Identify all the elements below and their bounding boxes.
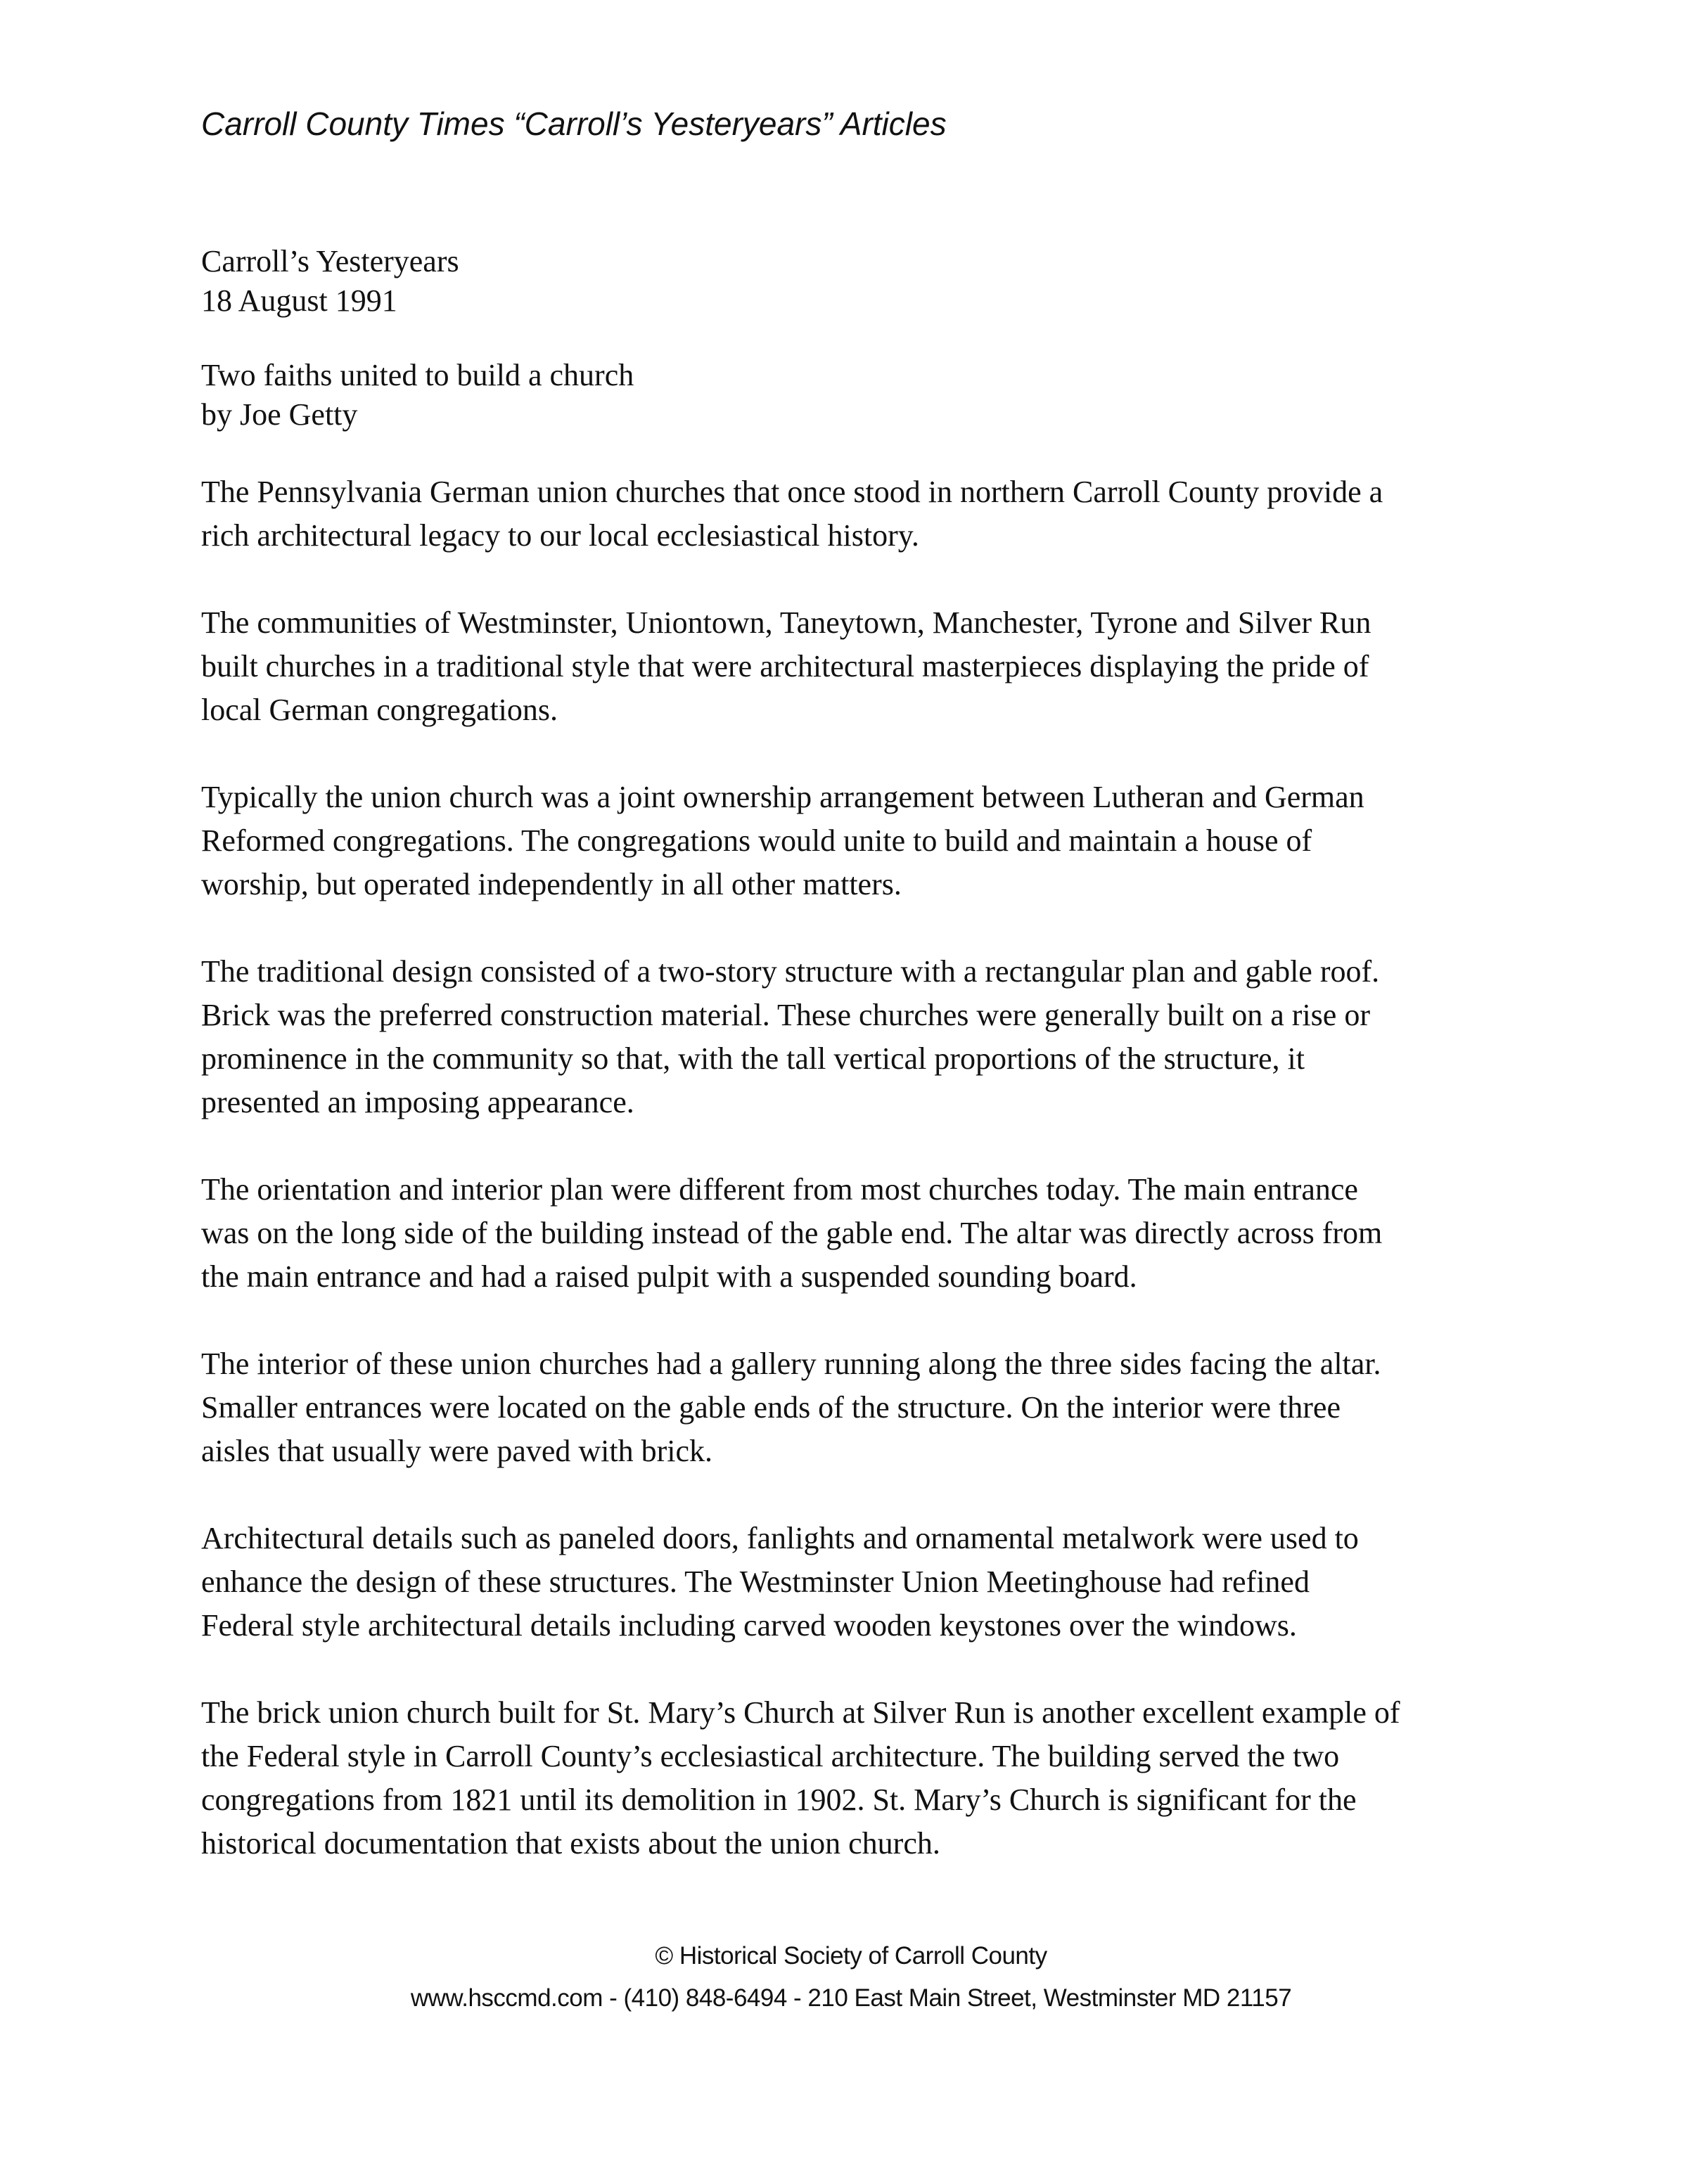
paragraph-line: Brick was the preferred construction material. These churches were generally built on a rise or xyxy=(201,998,1370,1032)
article-body xyxy=(201,470,1400,1909)
paragraph-line: enhance the design of these structures. The Westminster Union Meetinghouse had refined xyxy=(201,1565,1310,1599)
paragraph-line: Architectural details such as paneled doors, fanlights and ornamental metalwork were used to xyxy=(201,1521,1359,1555)
column-info xyxy=(201,242,459,321)
paragraph-line: the Federal style in Carroll County’s ecclesiastical architecture. The building served the two xyxy=(201,1739,1340,1773)
article-paragraph xyxy=(201,601,1400,732)
article-paragraph xyxy=(201,776,1400,906)
page-header-title: Carroll County Times “Carroll’s Yesteryears” Articles xyxy=(201,105,947,142)
paragraph-line: local German congregations. xyxy=(201,693,558,727)
article-date: 18 August 1991 xyxy=(201,283,397,318)
paragraph-line: the main entrance and had a raised pulpit with a suspended sounding board. xyxy=(201,1259,1137,1294)
article-paragraph xyxy=(201,470,1400,558)
article-paragraph xyxy=(201,1168,1400,1299)
paragraph-line: congregations from 1821 until its demolition in 1902. St. Mary’s Church is significant for the xyxy=(201,1782,1357,1817)
article-paragraph xyxy=(201,1342,1400,1473)
article-title: Two faiths united to build a church xyxy=(201,358,634,392)
paragraph-line: The traditional design consisted of a two-story structure with a rectangular plan and gable roof. xyxy=(201,954,1380,989)
paragraph-line: historical documentation that exists about the union church. xyxy=(201,1826,940,1861)
paragraph-line: aisles that usually were paved with brick. xyxy=(201,1434,713,1468)
paragraph-line: The orientation and interior plan were different from most churches today. The main entrance xyxy=(201,1172,1358,1207)
paragraph-line: The brick union church built for St. Mary’s Church at Silver Run is another excellent example of xyxy=(201,1695,1400,1730)
paragraph-line: The Pennsylvania German union churches that once stood in northern Carroll County provide a xyxy=(201,475,1383,509)
paragraph-line: presented an imposing appearance. xyxy=(201,1085,634,1119)
column-name: Carroll’s Yesteryears xyxy=(201,244,459,278)
article-byline: by Joe Getty xyxy=(201,397,358,432)
paragraph-line: rich architectural legacy to our local ecclesiastical history. xyxy=(201,518,919,553)
footer-contact: www.hsccmd.com - (410) 848-6494 - 210 East Main Street, Westminster MD 21157 xyxy=(410,1984,1292,2012)
article-paragraph xyxy=(201,1691,1400,1865)
paragraph-line: prominence in the community so that, with the tall vertical proportions of the structure, it xyxy=(201,1041,1305,1076)
paragraph-line: The communities of Westminster, Uniontown, Taneytown, Manchester, Tyrone and Silver Run xyxy=(201,605,1372,640)
paragraph-line: built churches in a traditional style that were architectural masterpieces displaying the pride of xyxy=(201,649,1369,683)
paragraph-line: Smaller entrances were located on the gable ends of the structure. On the interior were three xyxy=(201,1390,1341,1425)
footer-copyright: © Historical Society of Carroll County xyxy=(655,1942,1047,1970)
paragraph-line: Reformed congregations. The congregations would unite to build and maintain a house of xyxy=(201,823,1312,858)
article-paragraph xyxy=(201,950,1400,1124)
paragraph-line: Federal style architectural details including carved wooden keystones over the windows. xyxy=(201,1608,1297,1643)
article-paragraph xyxy=(201,1517,1400,1647)
paragraph-line: worship, but operated independently in all other matters. xyxy=(201,867,902,901)
paragraph-line: was on the long side of the building instead of the gable end. The altar was directly across from xyxy=(201,1216,1383,1250)
paragraph-line: The interior of these union churches had a gallery running along the three sides facing the altar. xyxy=(201,1347,1381,1381)
page-footer xyxy=(0,1935,1688,2019)
article-heading xyxy=(201,356,634,435)
paragraph-line: Typically the union church was a joint ownership arrangement between Lutheran and German xyxy=(201,780,1364,814)
